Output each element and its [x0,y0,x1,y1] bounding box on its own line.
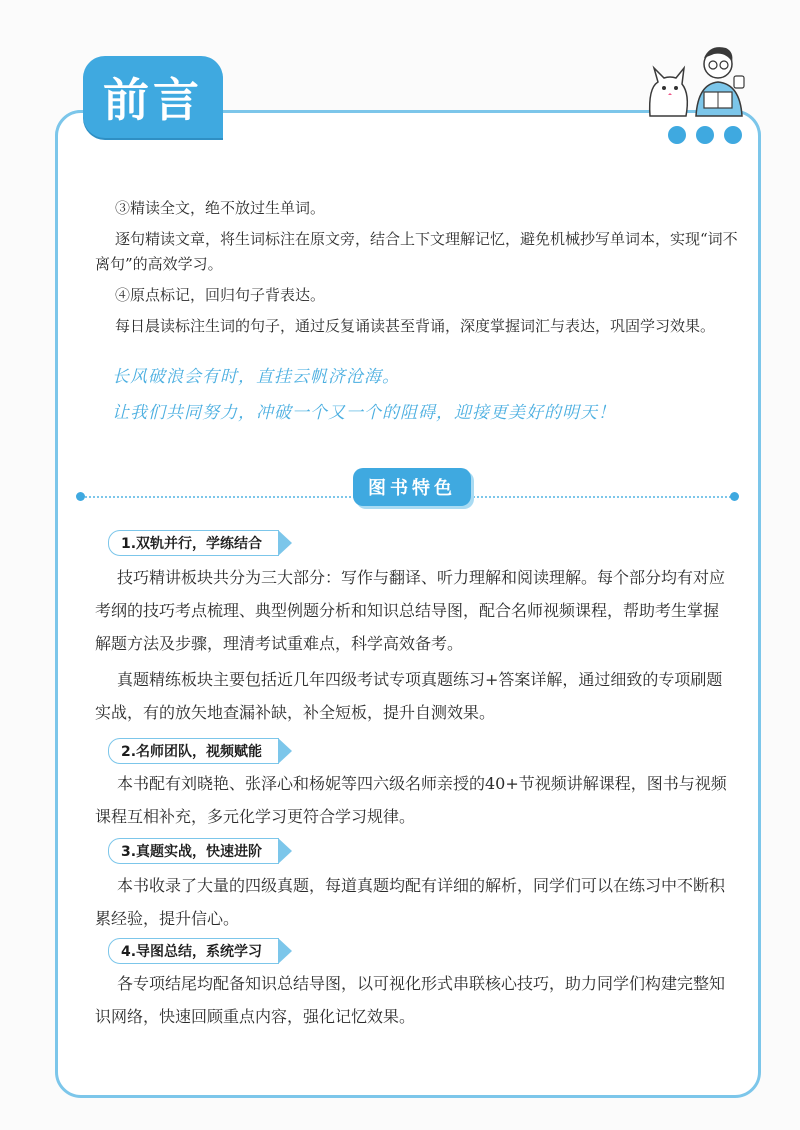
feature-heading-4: 4.导图总结，系统学习 [108,938,279,964]
feature-3-paragraph-1: 本书收录了大量的四级真题，每道真题均配有详细的解析，同学们可以在练习中不断积累经验，提升信心。 [95,876,726,928]
dot-icon [666,124,688,146]
slogan-line-2: 让我们共同努力，冲破一个又一个的阻碍，迎接更美好的明天！ [112,403,616,423]
feature-heading-2: 2.名师团队，视频赋能 [108,738,279,764]
feature-2-paragraph-1: 本书配有刘晓艳、张泽心和杨妮等四六级名师亲授的40+节视频讲解课程，图书与视频课程互相补充，多元化学习更符合学习规律。 [95,774,727,826]
cat-and-reader-illustration-icon [630,38,750,118]
feature-heading-3: 3.真题实战，快速进阶 [108,838,279,864]
feature-body-3 [95,869,727,935]
dot-icon [694,124,716,146]
three-dots-decoration-icon [666,124,744,146]
intro-block [95,196,745,339]
intro-item3-body: 逐句精读文章，将生词标注在原文旁，结合上下文理解记忆，避免机械抄写单词本，实现“词不离句”的高效学习。 [95,230,738,273]
feature-body-1 [95,561,727,729]
divider-dot-right [730,492,739,501]
feature-body-4 [95,967,727,1033]
section-title: 图书特色 [368,478,456,499]
feature-body-2 [95,767,727,833]
dot-icon [722,124,744,146]
intro-item3-title: ③精读全文，绝不放过生单词。 [115,199,326,217]
intro-item4-body: 每日晨读标注生词的句子，通过反复诵读甚至背诵，深度掌握词汇与表达，巩固学习效果。 [115,317,716,335]
slogan-line-1: 长风破浪会有时，直挂云帆济沧海。 [112,367,400,387]
divider-dot-left [76,492,85,501]
page-title: 前言 [103,73,203,127]
feature-1-paragraph-1: 技巧精讲板块共分为三大部分：写作与翻译、听力理解和阅读理解。每个部分均有对应考纲的技巧考点梳理、典型例题分析和知识总结导图，配合名师视频课程，帮助考生掌握解题方法及步骤，理清考试重难点，科学高效备考。 [95,568,726,653]
feature-heading-1: 1.双轨并行，学练结合 [108,530,279,556]
intro-item4-title: ④原点标记，回归句子背表达。 [115,286,326,304]
feature-1-paragraph-2: 真题精练板块主要包括近几年四级考试专项真题练习+答案详解，通过细致的专项刷题实战，有的放矢地查漏补缺，补全短板，提升自测效果。 [95,670,723,722]
feature-4-paragraph-1: 各专项结尾均配备知识总结导图，以可视化形式串联核心技巧，助力同学们构建完整知识网络，快速回顾重点内容，强化记忆效果。 [95,974,726,1026]
